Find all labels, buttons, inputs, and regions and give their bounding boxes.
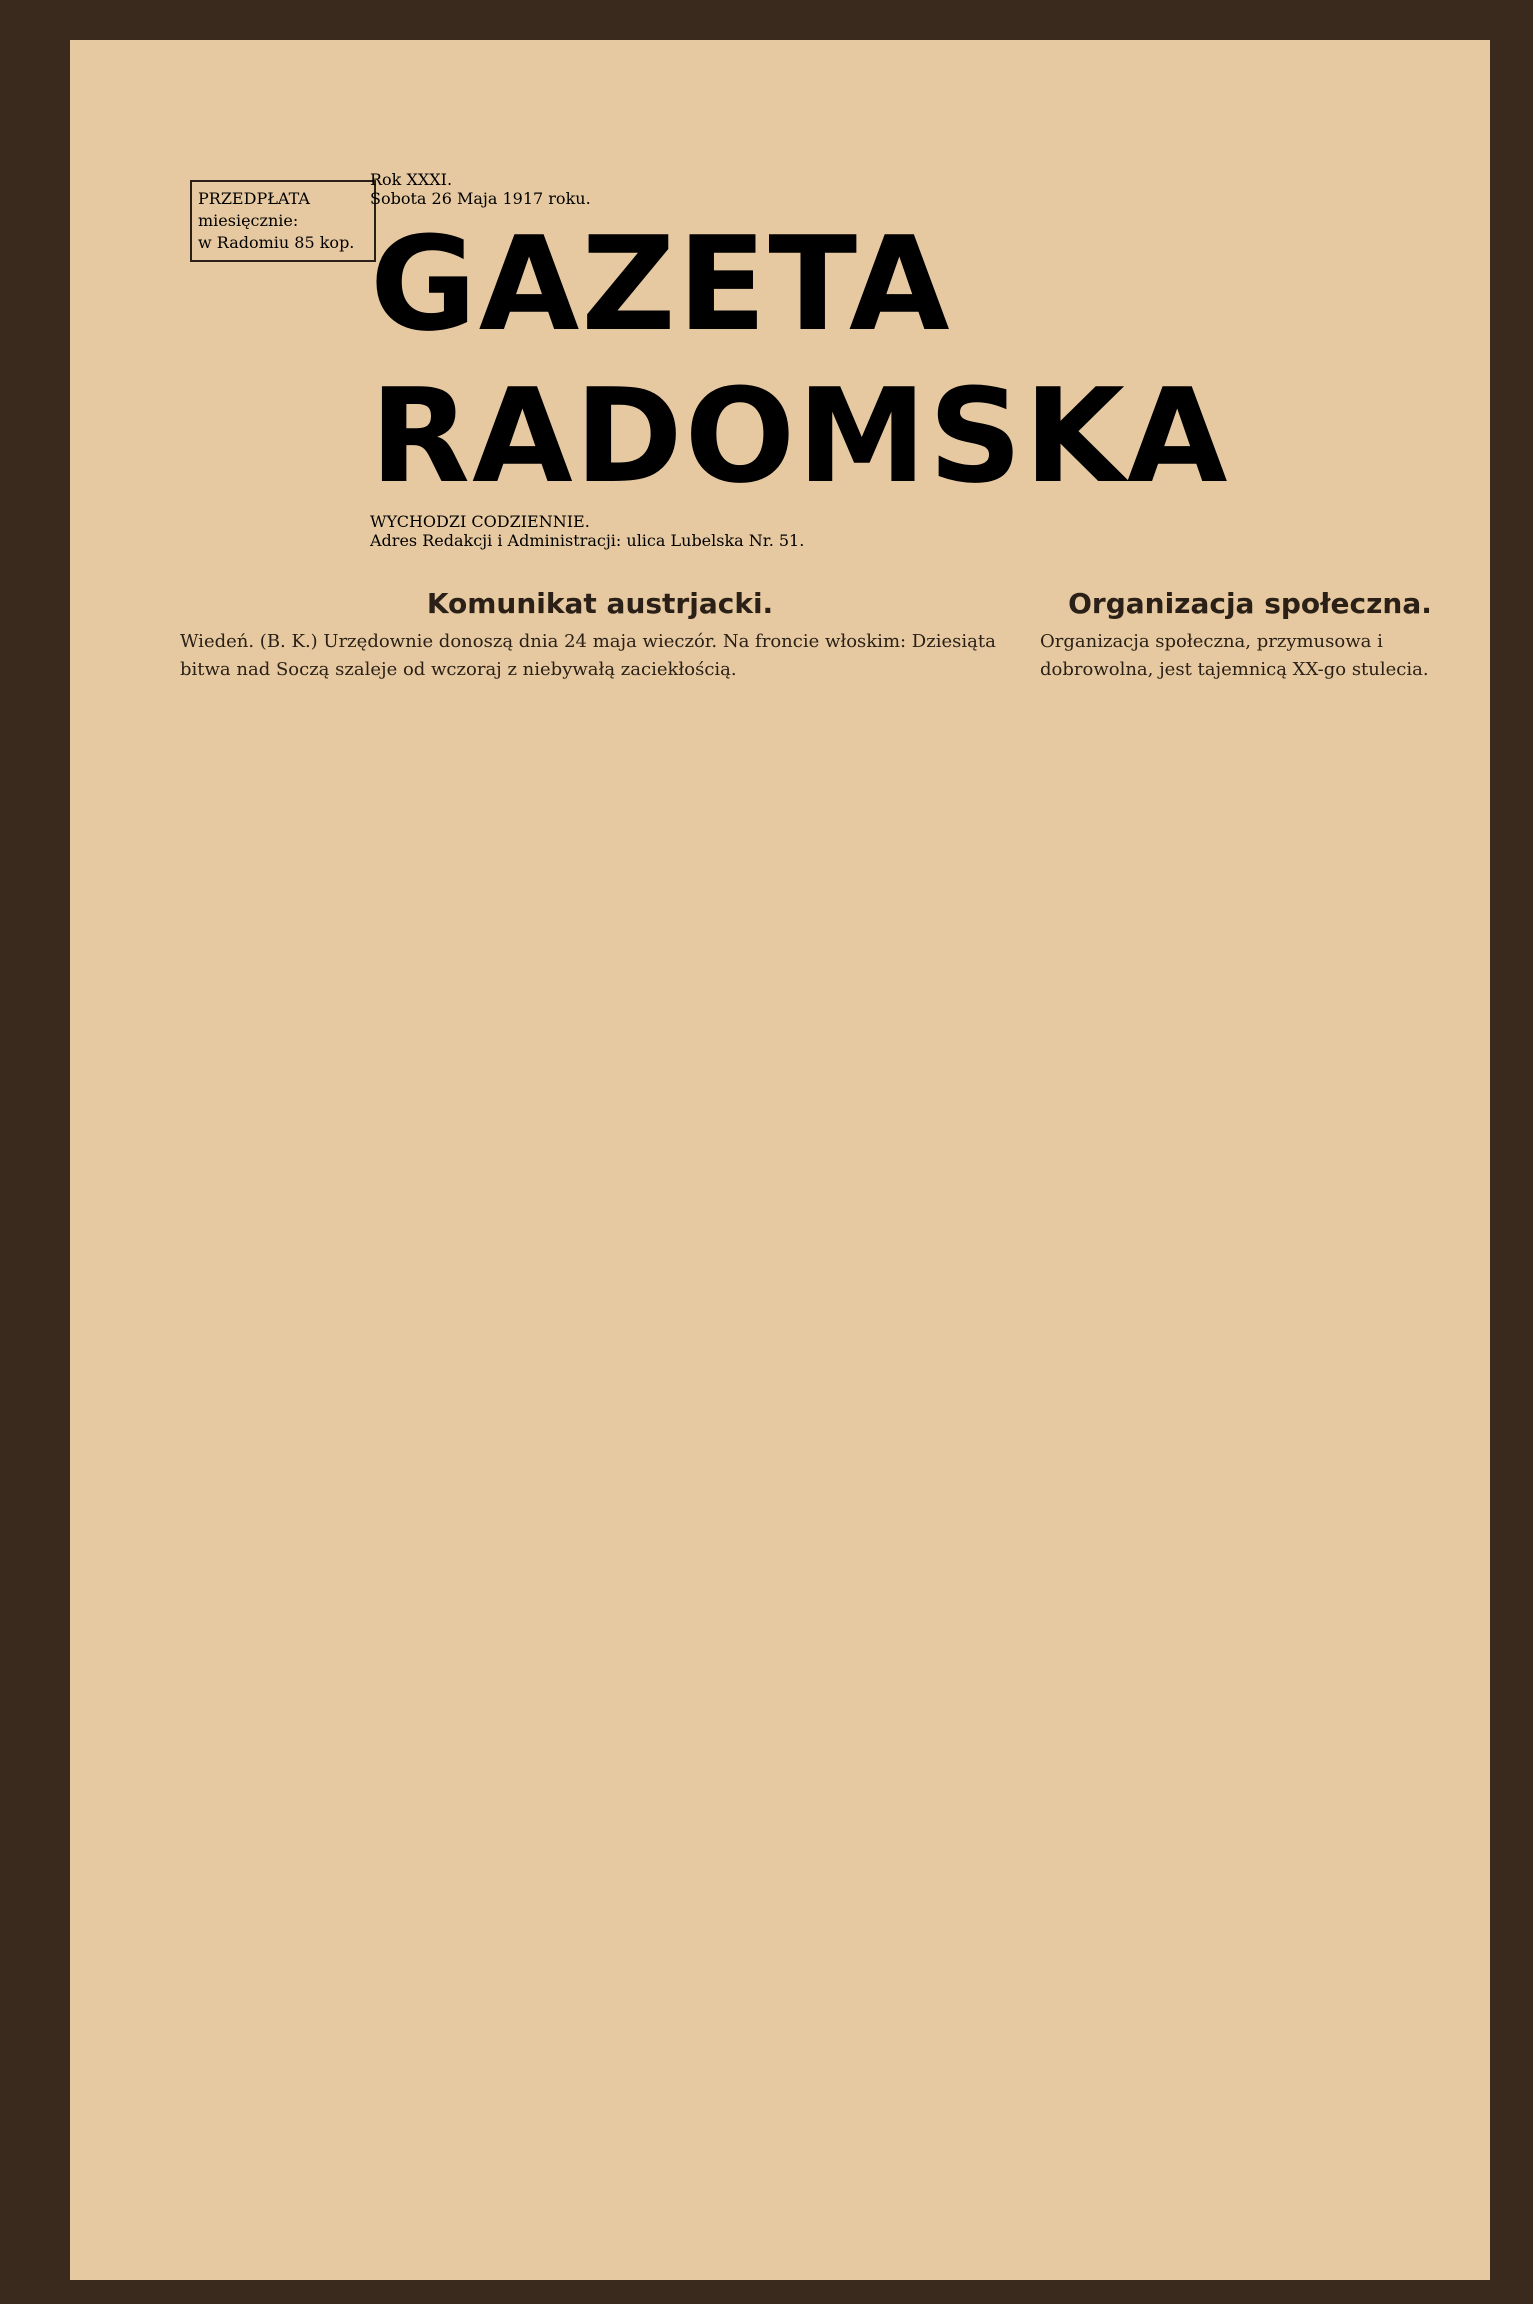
masthead [370,170,1470,550]
issue-date: Sobota 26 Maja 1917 roku. [370,189,591,208]
austria-paragraph: Wiedeń. (B. K.) Urzędownie donoszą dnia 24 maja wieczór. Na froncie włoskim: Dziesiąta bitwa nad Soczą szaleje od wczoraj z niebywałą zaciekłością. [180,631,996,680]
paper-title: GAZETA RADOMSKA [370,208,1230,512]
subscription-heading: PRZEDPŁATA [198,189,310,208]
paper-subtitle: WYCHODZI CODZIENNIE. [370,512,590,531]
paper-address: Adres Redakcji i Administracji: ulica Lubelska Nr. 51. [370,531,805,550]
subscription-box [190,180,376,262]
right-column [1040,580,1460,694]
org-paragraph: Organizacja społeczna, przymusowa i dobrowolna, jest tajemnicą XX-go stulecia. [1040,631,1429,680]
subscription-line: miesięcznie: [198,211,299,230]
org-heading: Organizacja społeczna. [1068,587,1432,620]
austria-heading: Komunikat austrjacki. [426,587,774,620]
issue-label: Rok XXXI. [370,170,453,189]
left-column [180,580,1020,694]
subscription-line: w Radomiu 85 kop. [198,233,355,252]
newspaper-page [70,40,1490,2280]
